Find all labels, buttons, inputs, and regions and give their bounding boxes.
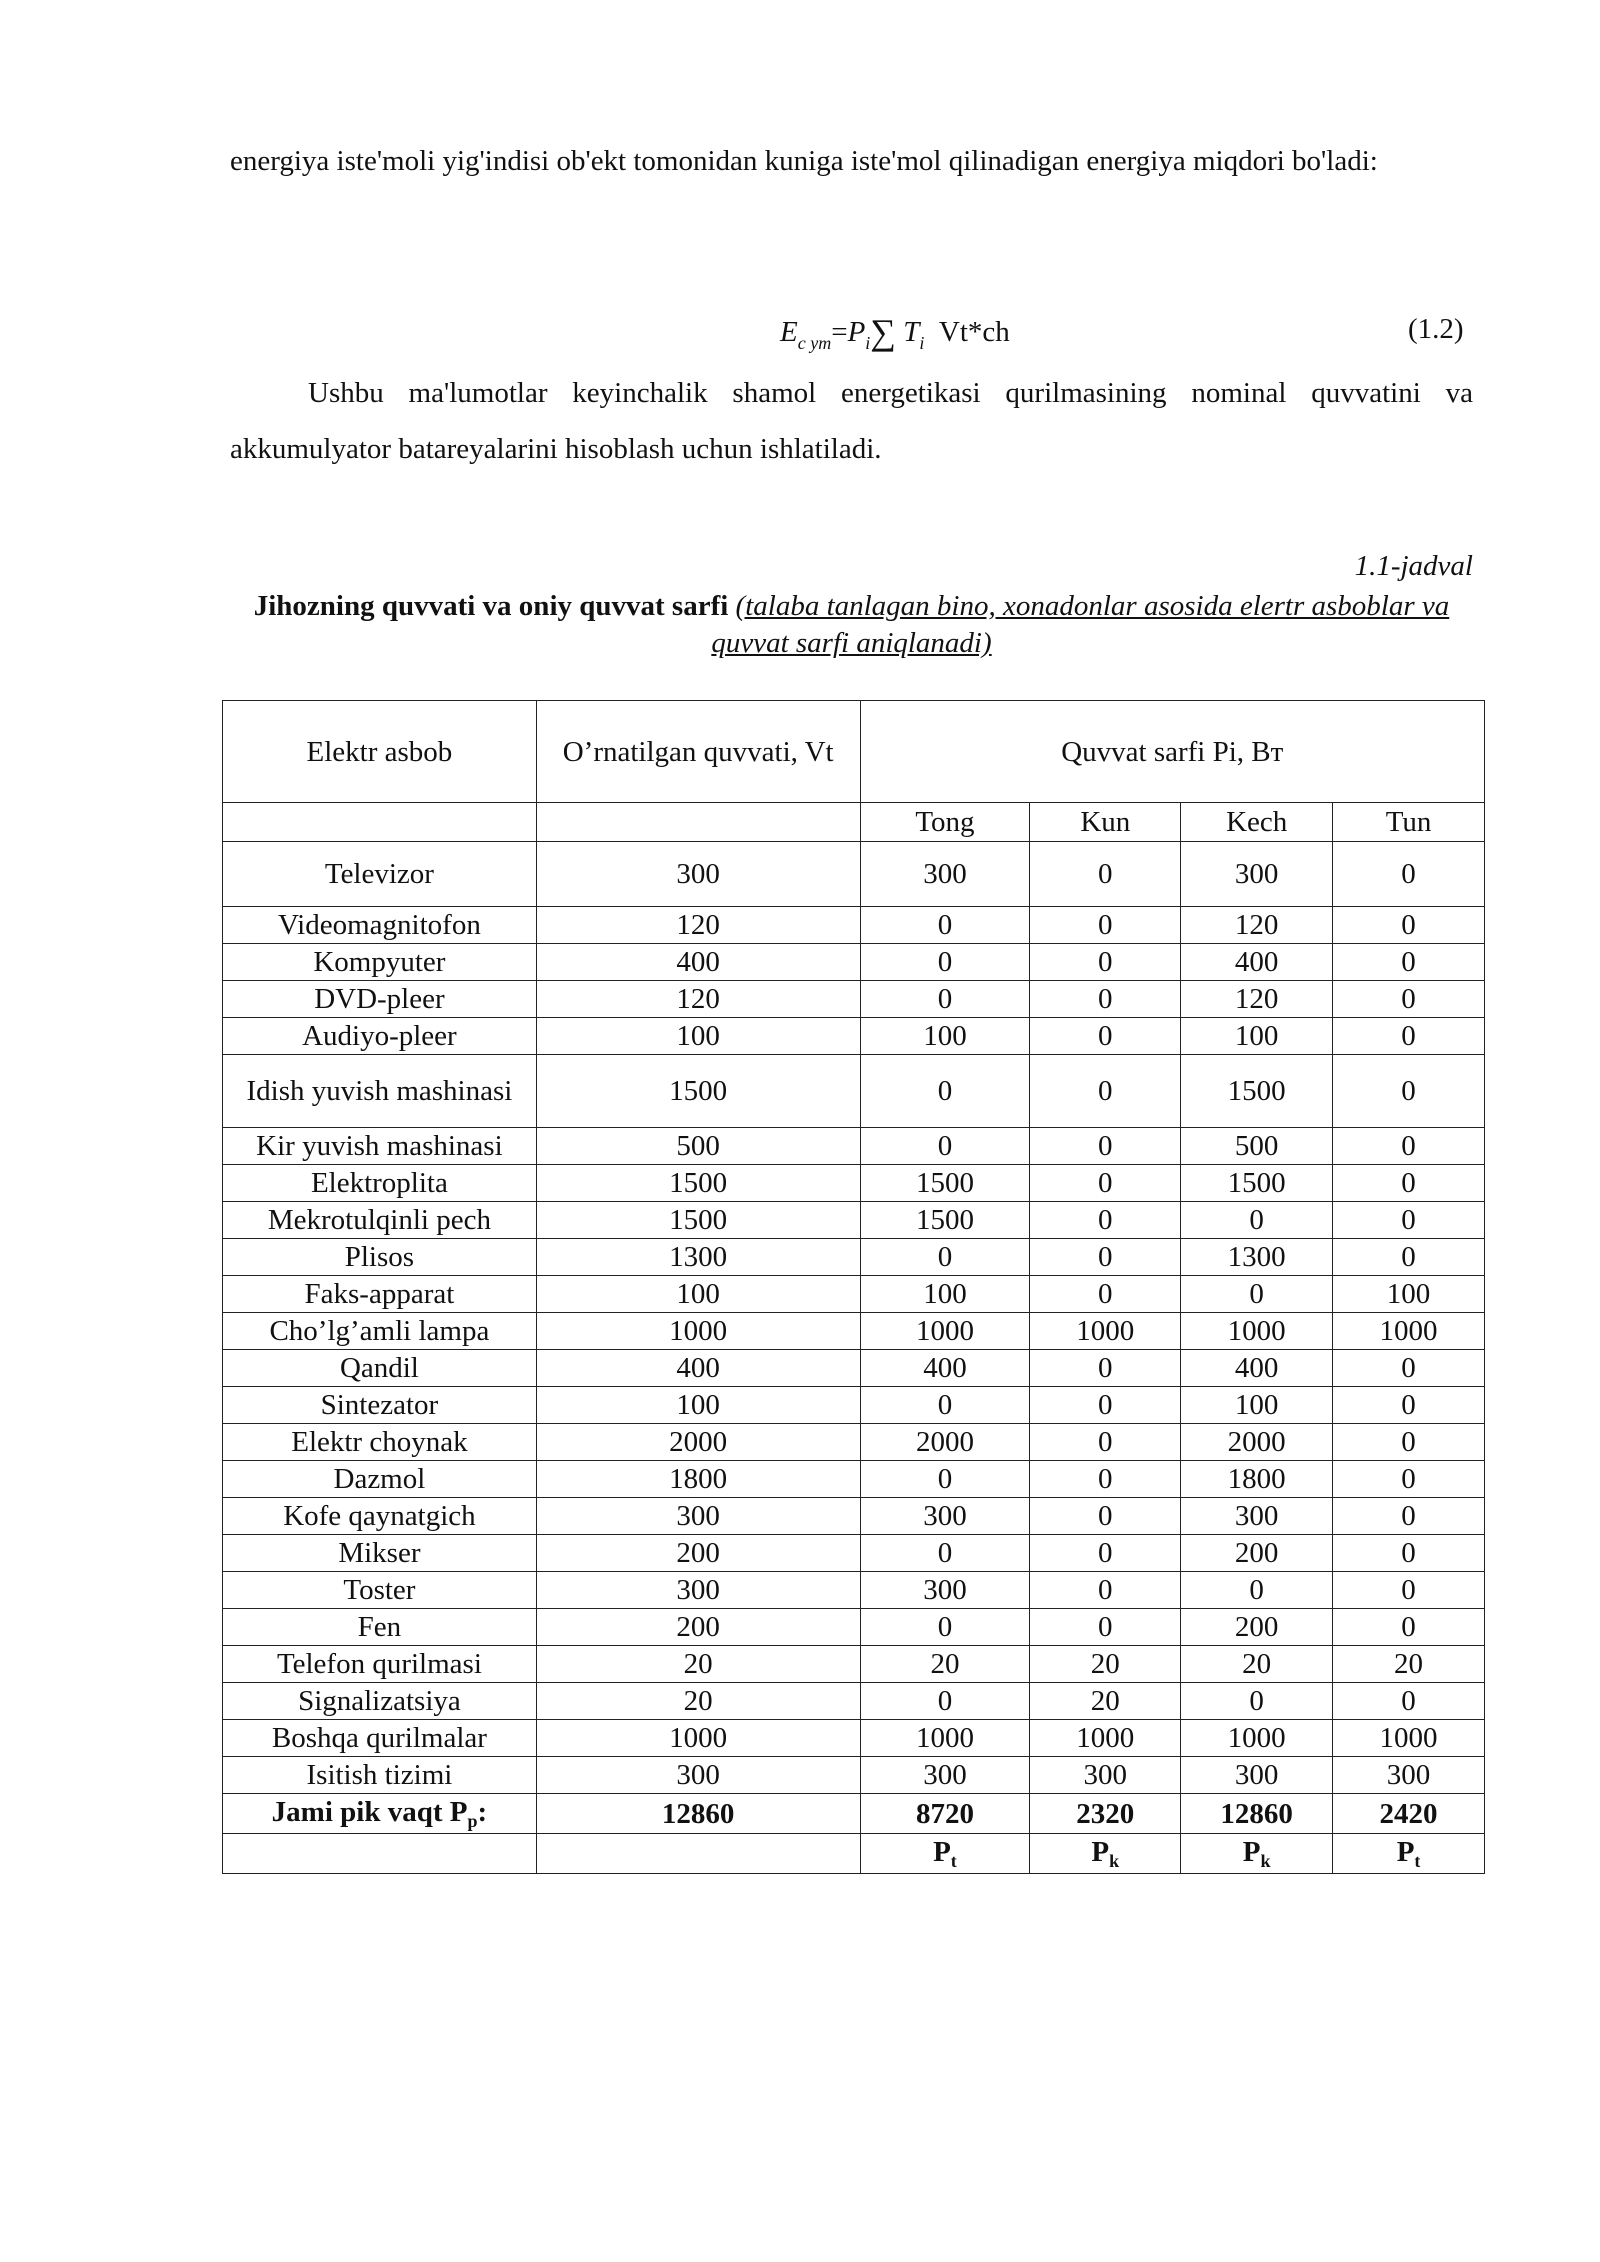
cell-kech: 300 — [1181, 842, 1333, 907]
cell-kech: 300 — [1181, 1498, 1333, 1535]
total-kun: 2320 — [1030, 1794, 1181, 1834]
cell-tun: 0 — [1333, 1387, 1485, 1424]
cell-kun: 1000 — [1030, 1313, 1181, 1350]
peak-mark-sub: k — [1260, 1851, 1271, 1871]
peak-mark-base: P — [1091, 1836, 1110, 1868]
cell-kech: 1800 — [1181, 1461, 1333, 1498]
cell-installed: 100 — [536, 1276, 860, 1313]
cell-installed: 300 — [536, 842, 860, 907]
peak-mark — [860, 1834, 1030, 1874]
cell-tun: 0 — [1333, 1683, 1485, 1720]
cell-installed: 300 — [536, 1572, 860, 1609]
cell-name: Elektr choynak — [223, 1424, 537, 1461]
cell-kun: 0 — [1030, 1498, 1181, 1535]
cell-installed: 300 — [536, 1757, 860, 1794]
cell-name: Toster — [223, 1572, 537, 1609]
caption-title: Jihozning quvvati va oniy quvvat sarfi — [253, 590, 729, 622]
formula-sigma: ∑ — [870, 312, 896, 352]
cell-installed: 120 — [536, 907, 860, 944]
cell-kech: 1000 — [1181, 1720, 1333, 1757]
cell-tun: 0 — [1333, 1128, 1485, 1165]
period-tun: Tun — [1333, 803, 1485, 842]
cell-installed: 1500 — [536, 1055, 860, 1128]
cell-tun: 0 — [1333, 1535, 1485, 1572]
cell-tong: 0 — [860, 1055, 1030, 1128]
table-row — [223, 1720, 1485, 1757]
cell-installed: 20 — [536, 1646, 860, 1683]
cell-tun: 0 — [1333, 1609, 1485, 1646]
table-caption — [230, 588, 1473, 662]
cell-name: Kofe qaynatgich — [223, 1498, 537, 1535]
table-row — [223, 1498, 1485, 1535]
cell-kun: 0 — [1030, 842, 1181, 907]
cell-tun: 1000 — [1333, 1313, 1485, 1350]
table-number: 1.1-jadval — [1354, 550, 1473, 582]
total-label — [223, 1794, 537, 1834]
cell-kech: 1500 — [1181, 1055, 1333, 1128]
table-header-row — [223, 701, 1485, 803]
formula-e: E — [780, 316, 798, 348]
peak-mark — [1030, 1834, 1181, 1874]
cell-installed: 100 — [536, 1387, 860, 1424]
cell-kech: 0 — [1181, 1202, 1333, 1239]
cell-tong: 1000 — [860, 1313, 1030, 1350]
peak-mark-sub: k — [1109, 1851, 1120, 1871]
cell-kech: 100 — [1181, 1018, 1333, 1055]
cell-kun: 300 — [1030, 1757, 1181, 1794]
table-row — [223, 1202, 1485, 1239]
cell-kun: 0 — [1030, 1128, 1181, 1165]
marks-blank-2 — [536, 1834, 860, 1874]
period-tong: Tong — [860, 803, 1030, 842]
header-device: Elektr asbob — [223, 701, 537, 803]
cell-tong: 300 — [860, 1757, 1030, 1794]
total-label-colon: : — [477, 1796, 488, 1828]
total-label-text: Jami pik vaqt P — [271, 1796, 468, 1828]
cell-tun: 0 — [1333, 1461, 1485, 1498]
cell-kech: 400 — [1181, 1350, 1333, 1387]
peak-mark-base: P — [1396, 1836, 1415, 1868]
cell-kun: 0 — [1030, 1276, 1181, 1313]
cell-kech: 100 — [1181, 1387, 1333, 1424]
cell-tun: 0 — [1333, 1239, 1485, 1276]
paragraph-intro: energiya iste'moli yig'indisi ob'ekt tomonidan kuniga iste'mol qilinadigan energiya miqdori bo'ladi: — [230, 145, 1378, 177]
cell-tun: 300 — [1333, 1757, 1485, 1794]
paragraph-usage: Ushbu ma'lumotlar keyinchalik shamol energetikasi qurilmasining nominal quvvatini va akkumulyator batareyalarini hisoblash uchun ishlatiladi. — [230, 377, 1473, 465]
cell-tun: 0 — [1333, 907, 1485, 944]
cell-kech: 2000 — [1181, 1424, 1333, 1461]
cell-tong: 100 — [860, 1018, 1030, 1055]
cell-kun: 0 — [1030, 944, 1181, 981]
cell-name: Kir yuvish mashinasi — [223, 1128, 537, 1165]
cell-name: Isitish tizimi — [223, 1757, 537, 1794]
cell-kech: 1500 — [1181, 1165, 1333, 1202]
formula-p: P — [847, 316, 866, 348]
formula-1-2 — [780, 308, 1010, 353]
cell-tun: 0 — [1333, 1572, 1485, 1609]
table-row — [223, 1683, 1485, 1720]
cell-tong: 20 — [860, 1646, 1030, 1683]
table-row — [223, 1461, 1485, 1498]
peak-mark-sub: t — [1414, 1851, 1421, 1871]
peak-mark — [1333, 1834, 1485, 1874]
table-total-row — [223, 1794, 1485, 1834]
cell-tong: 100 — [860, 1276, 1030, 1313]
cell-name: Cho’lg’amli lampa — [223, 1313, 537, 1350]
cell-installed: 1300 — [536, 1239, 860, 1276]
period-kun: Kun — [1030, 803, 1181, 842]
cell-kech: 400 — [1181, 944, 1333, 981]
formula-p-sub: i — [865, 333, 871, 353]
table-row — [223, 1313, 1485, 1350]
table-period-row — [223, 803, 1485, 842]
peak-mark-base: P — [1242, 1836, 1261, 1868]
cell-kun: 0 — [1030, 1535, 1181, 1572]
cell-tun: 0 — [1333, 1498, 1485, 1535]
cell-name: Faks-apparat — [223, 1276, 537, 1313]
equation-number: (1.2) — [1408, 313, 1464, 345]
cell-name: Fen — [223, 1609, 537, 1646]
formula-t-sub: i — [919, 333, 925, 353]
cell-name: Elektroplita — [223, 1165, 537, 1202]
caption-note: (talaba tanlagan bino, xonadonlar asosida elertr asboblar va quvvat sarfi aniqlanadi) — [711, 590, 1450, 659]
cell-kech: 120 — [1181, 907, 1333, 944]
total-kech: 12860 — [1181, 1794, 1333, 1834]
cell-kun: 0 — [1030, 981, 1181, 1018]
table-row — [223, 1572, 1485, 1609]
cell-kech: 1000 — [1181, 1313, 1333, 1350]
cell-installed: 120 — [536, 981, 860, 1018]
formula-eq: = — [831, 316, 848, 348]
cell-kun: 0 — [1030, 1350, 1181, 1387]
cell-tun: 1000 — [1333, 1720, 1485, 1757]
cell-installed: 1800 — [536, 1461, 860, 1498]
cell-kech: 120 — [1181, 981, 1333, 1018]
formula-unit: Vt*ch — [938, 316, 1010, 348]
table-row — [223, 1646, 1485, 1683]
table-row — [223, 944, 1485, 981]
cell-name: Telefon qurilmasi — [223, 1646, 537, 1683]
cell-kun: 0 — [1030, 1055, 1181, 1128]
cell-kun: 0 — [1030, 1572, 1181, 1609]
header-installed: O’rnatilgan quvvati, Vt — [536, 701, 860, 803]
total-label-sub: p — [467, 1811, 478, 1831]
cell-name: Mikser — [223, 1535, 537, 1572]
cell-installed: 1500 — [536, 1165, 860, 1202]
cell-name: Mekrotulqinli pech — [223, 1202, 537, 1239]
table-row — [223, 1165, 1485, 1202]
cell-kun: 0 — [1030, 1018, 1181, 1055]
cell-installed: 1000 — [536, 1720, 860, 1757]
cell-tun: 0 — [1333, 1424, 1485, 1461]
cell-tong: 300 — [860, 1498, 1030, 1535]
cell-name: Signalizatsiya — [223, 1683, 537, 1720]
cell-tun: 0 — [1333, 1350, 1485, 1387]
cell-kun: 0 — [1030, 1165, 1181, 1202]
cell-kun: 0 — [1030, 1239, 1181, 1276]
cell-tun: 0 — [1333, 1202, 1485, 1239]
cell-kech: 20 — [1181, 1646, 1333, 1683]
cell-tong: 0 — [860, 907, 1030, 944]
table-row — [223, 842, 1485, 907]
cell-tong: 2000 — [860, 1424, 1030, 1461]
cell-kech: 200 — [1181, 1609, 1333, 1646]
header-consumption: Quvvat sarfi Pi, Вт — [860, 701, 1484, 803]
cell-installed: 1000 — [536, 1313, 860, 1350]
cell-tun: 100 — [1333, 1276, 1485, 1313]
cell-tong: 1500 — [860, 1202, 1030, 1239]
cell-name: Kompyuter — [223, 944, 537, 981]
formula-t: T — [903, 316, 920, 348]
cell-tong: 300 — [860, 1572, 1030, 1609]
cell-name: Idish yuvish mashinasi — [223, 1055, 537, 1128]
cell-name: DVD-pleer — [223, 981, 537, 1018]
cell-kech: 0 — [1181, 1683, 1333, 1720]
power-table — [222, 700, 1485, 1874]
peak-mark-base: P — [933, 1836, 951, 1868]
cell-tun: 0 — [1333, 1055, 1485, 1128]
cell-kun: 0 — [1030, 1461, 1181, 1498]
cell-name: Audiyo-pleer — [223, 1018, 537, 1055]
period-blank-1 — [223, 803, 537, 842]
cell-name: Plisos — [223, 1239, 537, 1276]
cell-tun: 0 — [1333, 1165, 1485, 1202]
cell-kun: 0 — [1030, 907, 1181, 944]
period-blank-2 — [536, 803, 860, 842]
cell-tong: 0 — [860, 1387, 1030, 1424]
table-row — [223, 1387, 1485, 1424]
total-installed: 12860 — [536, 1794, 860, 1834]
table-row — [223, 1609, 1485, 1646]
cell-installed: 400 — [536, 944, 860, 981]
table-row — [223, 1535, 1485, 1572]
cell-installed: 500 — [536, 1128, 860, 1165]
cell-kech: 0 — [1181, 1572, 1333, 1609]
cell-tong: 0 — [860, 1128, 1030, 1165]
cell-tong: 400 — [860, 1350, 1030, 1387]
cell-name: Televizor — [223, 842, 537, 907]
table-row — [223, 981, 1485, 1018]
cell-tun: 20 — [1333, 1646, 1485, 1683]
total-tong: 8720 — [860, 1794, 1030, 1834]
cell-kun: 0 — [1030, 1609, 1181, 1646]
cell-tong: 0 — [860, 1461, 1030, 1498]
cell-kech: 0 — [1181, 1276, 1333, 1313]
period-kech: Kech — [1181, 803, 1333, 842]
cell-tun: 0 — [1333, 944, 1485, 981]
cell-name: Dazmol — [223, 1461, 537, 1498]
cell-kun: 0 — [1030, 1387, 1181, 1424]
cell-name: Boshqa qurilmalar — [223, 1720, 537, 1757]
cell-tong: 0 — [860, 981, 1030, 1018]
cell-name: Qandil — [223, 1350, 537, 1387]
table-marks-row — [223, 1834, 1485, 1874]
cell-kun: 20 — [1030, 1683, 1181, 1720]
cell-tong: 0 — [860, 944, 1030, 981]
cell-kech: 1300 — [1181, 1239, 1333, 1276]
peak-mark — [1181, 1834, 1333, 1874]
cell-name: Sintezator — [223, 1387, 537, 1424]
cell-tong: 300 — [860, 842, 1030, 907]
cell-name: Videomagnitofon — [223, 907, 537, 944]
table-row — [223, 907, 1485, 944]
cell-tun: 0 — [1333, 1018, 1485, 1055]
cell-kun: 20 — [1030, 1646, 1181, 1683]
cell-tong: 0 — [860, 1535, 1030, 1572]
cell-tong: 0 — [860, 1239, 1030, 1276]
cell-installed: 1500 — [536, 1202, 860, 1239]
peak-mark-sub: t — [950, 1851, 957, 1871]
table-row — [223, 1055, 1485, 1128]
cell-installed: 20 — [536, 1683, 860, 1720]
cell-tong: 0 — [860, 1683, 1030, 1720]
formula-e-sub: c ym — [797, 333, 832, 353]
cell-installed: 200 — [536, 1609, 860, 1646]
table-row — [223, 1239, 1485, 1276]
cell-kech: 200 — [1181, 1535, 1333, 1572]
cell-tong: 1500 — [860, 1165, 1030, 1202]
marks-blank-1 — [223, 1834, 537, 1874]
cell-tun: 0 — [1333, 842, 1485, 907]
cell-installed: 400 — [536, 1350, 860, 1387]
cell-installed: 200 — [536, 1535, 860, 1572]
table-row — [223, 1128, 1485, 1165]
cell-kun: 0 — [1030, 1424, 1181, 1461]
cell-tun: 0 — [1333, 981, 1485, 1018]
cell-installed: 300 — [536, 1498, 860, 1535]
table-row — [223, 1424, 1485, 1461]
cell-kech: 500 — [1181, 1128, 1333, 1165]
cell-tong: 0 — [860, 1609, 1030, 1646]
table-row — [223, 1276, 1485, 1313]
cell-kech: 300 — [1181, 1757, 1333, 1794]
table-row — [223, 1757, 1485, 1794]
cell-installed: 2000 — [536, 1424, 860, 1461]
cell-installed: 100 — [536, 1018, 860, 1055]
table-row — [223, 1018, 1485, 1055]
cell-kun: 0 — [1030, 1202, 1181, 1239]
cell-kun: 1000 — [1030, 1720, 1181, 1757]
cell-tong: 1000 — [860, 1720, 1030, 1757]
total-tun: 2420 — [1333, 1794, 1485, 1834]
table-row — [223, 1350, 1485, 1387]
